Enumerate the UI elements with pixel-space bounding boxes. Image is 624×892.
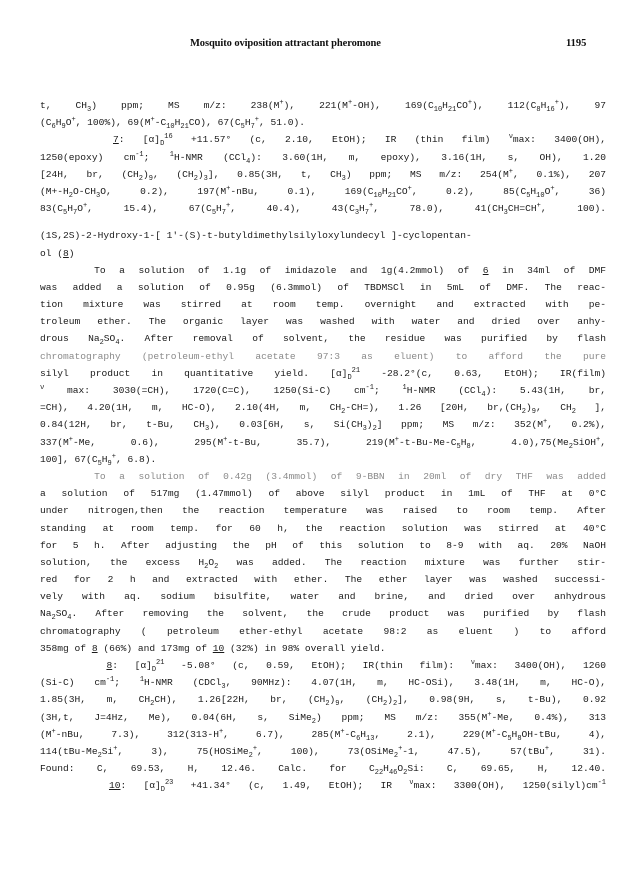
text-line: was added a solution of 0.95g (6.3mmol) of TBDMSCl in 5mL of DMF. The reac- (40, 281, 606, 293)
text-line: To a solution of 0.42g (3.4mmol) of 9-BBN in 20ml of dry THF was added (94, 470, 606, 482)
text-line: 7: $[\alpha]_D^{16} +11.57^\circ$ (c, 2.10, EtOH); IR (thin film) $^\nu$max: 3400(OH), (113, 133, 606, 149)
text-line: ($M+-H_2O-CH_3O$, 0.2), 197(M+-nBu, 0.1), $169(C_{10}H_{21}CO^+$, 0.2), $85(C_5H_{10}O^+$, 36) (40, 184, 606, 200)
text-line: troleum ether. The organic layer was washed with water and dried over anhy- (40, 316, 606, 328)
running-title: Mosquito oviposition attractant pheromone (190, 38, 381, 49)
text-line: ($C_6H_9O^+$, 100%), $69(M^+-C_{10}H_{21}CO)$, $67(C_5H_7^+$, 51.0). (40, 116, 306, 132)
text-line: chromatography (petroleum-ethyl acetate 97:3 as eluent) to afford the pure (40, 350, 606, 362)
text-line: 8: $[\alpha]_D^{21}$ -5.08° (c, 0.59, EtOH); IR(thin film): $^\nu$max: 3400(OH), 1260 (106, 658, 606, 674)
text-line: solution, the excess $H_2O_2$ was added. The reaction mixture was further stir- (40, 556, 606, 571)
text-line: 337(M+-Me, 0.6), 295(M+-t-Bu, 35.7), $219(M^+-t-Bu-Me-C_5H_8$, $4.0),75(Me_2SiOH^+$, (40, 435, 606, 451)
text-line: (1S,2S)-2-Hydroxy-1-[ 1'-(S)-t-butyldimethylsilyloxylundecyl ]-cyclopentan- (40, 230, 472, 242)
text-line: $114(tBu-Me_2Si^+$, 3), 75(HOSiMe$_2$+, 100), 73(OSiMe$_2$+-1, 47.5), 57(tBu+, 31). (40, 744, 606, 760)
text-line: under nitrogen,then the reaction temperature was raised to room temp. After (40, 505, 606, 517)
text-line: chromatography ( petroleum ether-ethyl acetate 98:2 as eluent ) to afford (40, 625, 606, 637)
page-header (0, 38, 624, 52)
text-line: a solution of 517mg (1.47mmol) of above silyl product in 1mL of THF at 0°C (40, 488, 606, 500)
text-line: (M+-nBu, 7.3), 312(313-H+, 6.7), $285(M^+-C_6H_{13}$, 2.1), $229(M^+-C_5H_8OH$-tBu, 4), (40, 727, 606, 743)
text-line: vely with aq. sodium bisulfite, water and brine, and dried over anhydrous (40, 591, 606, 603)
text-line: =CH), 4.20(1H, m, HC-O), 2.10(4H, m, $CH_2-CH=$), 1.26 [20H, $br,(CH_2)_9$, $CH_2$ ], (40, 402, 606, 417)
experimental-text (40, 97, 606, 795)
text-line: red for 2 h and extracted with ether. The ether layer was washed successi- (40, 574, 606, 586)
paragraph-gap (40, 217, 606, 227)
text-line: $Na_2SO_4$. After removing the solvent, the crude product was purified by flash (40, 608, 606, 623)
text-line: (3H,t, J=4Hz, Me), 0.04(6H, s, SiMe$_2$) ppm; MS m/z: 355(M+-Me, 0.4%), 313 (40, 710, 606, 726)
text-line: 0.84(12H, br, t-Bu, $CH_3$), 0.03[6H, s, $Si(CH_3)_2$] ppm; MS m/z: 352(M+, 0.2%), (40, 418, 606, 434)
text-line: standing at room temp. for 60 h, the reaction solution was stirred at 40°C (40, 522, 606, 534)
text-line: drous $Na_2SO_4$. After removal of solvent, the residue was purified by flash (40, 333, 606, 348)
text-line: [24H, br, $(CH_2)_9$, $(CH_2)_3$], 0.85(3H, t, $CH_3$) ppm; MS m/z: 254(M+, 0.1%), 207 (40, 167, 606, 183)
text-line: 100], $67(C_5H_9^+$, 6.8). (40, 452, 157, 468)
text-line: tion mixture was stirred at room temp. overnight and extracted with pe- (40, 299, 606, 311)
text-line: 10: $[\alpha]_D^{23} +41.34^\circ$ (c, 1.49, EtOH); IR $^\nu$max: 3300(OH), $1250(silyl)cm^{-1}$ (108, 779, 606, 795)
text-line: Found: C, 69.53, H, 12.46. Calc. for $C_{22}H_{46}O_2Si$: C, 69.65, H, 12.40. (40, 763, 606, 778)
text-line: ol (8) (40, 247, 75, 259)
text-line: for 5 h. After adjusting the pH of this solution to 8-9 with aq. 20% NaOH (40, 539, 606, 551)
text-line: To a solution of 1.1g of imidazole and 1g(4.2mmol) of 6 in 34ml of DMF (40, 264, 606, 276)
text-line: 1250(epoxy) $cm^{-1}$; $^1$H-NMR (CCl$_4$): 3.60(1H, m, epoxy), 3.16(1H, s, OH), 1.20 (40, 150, 606, 166)
text-line: t, $CH_3$) ppm; MS m/z: 238(M+), 221(M+-OH), $169(C_{10}H_{21}CO^+)$, $112(C_8H_{16}^+)$, 97 (40, 98, 606, 114)
page-number: 1195 (566, 38, 587, 49)
text-line: (Si-C) $cm^{-1}$; $^1$H-NMR (CDCl$_3$, 90MHz): 4.07(1H, m, HC-OSi), 3.48(1H, m, HC-O), (40, 676, 606, 692)
text-line: 1.85(3H, m, $CH_2CH$), 1.26[22H, br, $(CH_2)_9$, $(CH_2)_2$], 0.98(9H, s, t-Bu), 0.92 (40, 694, 606, 709)
text-line: $^\nu$ max: 3030(=CH), 1720(C=C), 1250(Si-C) $cm^{-1}$; $^1$H-NMR (CCl$_4$): 5.43(1H, br, (40, 383, 606, 399)
text-line: silyl product in quantitative yield. $[\alpha]_D^{21}$ -28.2°(c, 0.63, EtOH); IR(film) (40, 366, 606, 382)
text-line: 358mg of 8 (66%) and 173mg of 10 (32%) in 98% overall yield. (40, 642, 386, 654)
text-line: $83(C_5H_7O^+$, 15.4), $67(C_5H_7^+$, 40.4), $43(C_3H_7^+$, 78.0), $41(CH_3CH=CH^+$, 100). (40, 201, 606, 218)
